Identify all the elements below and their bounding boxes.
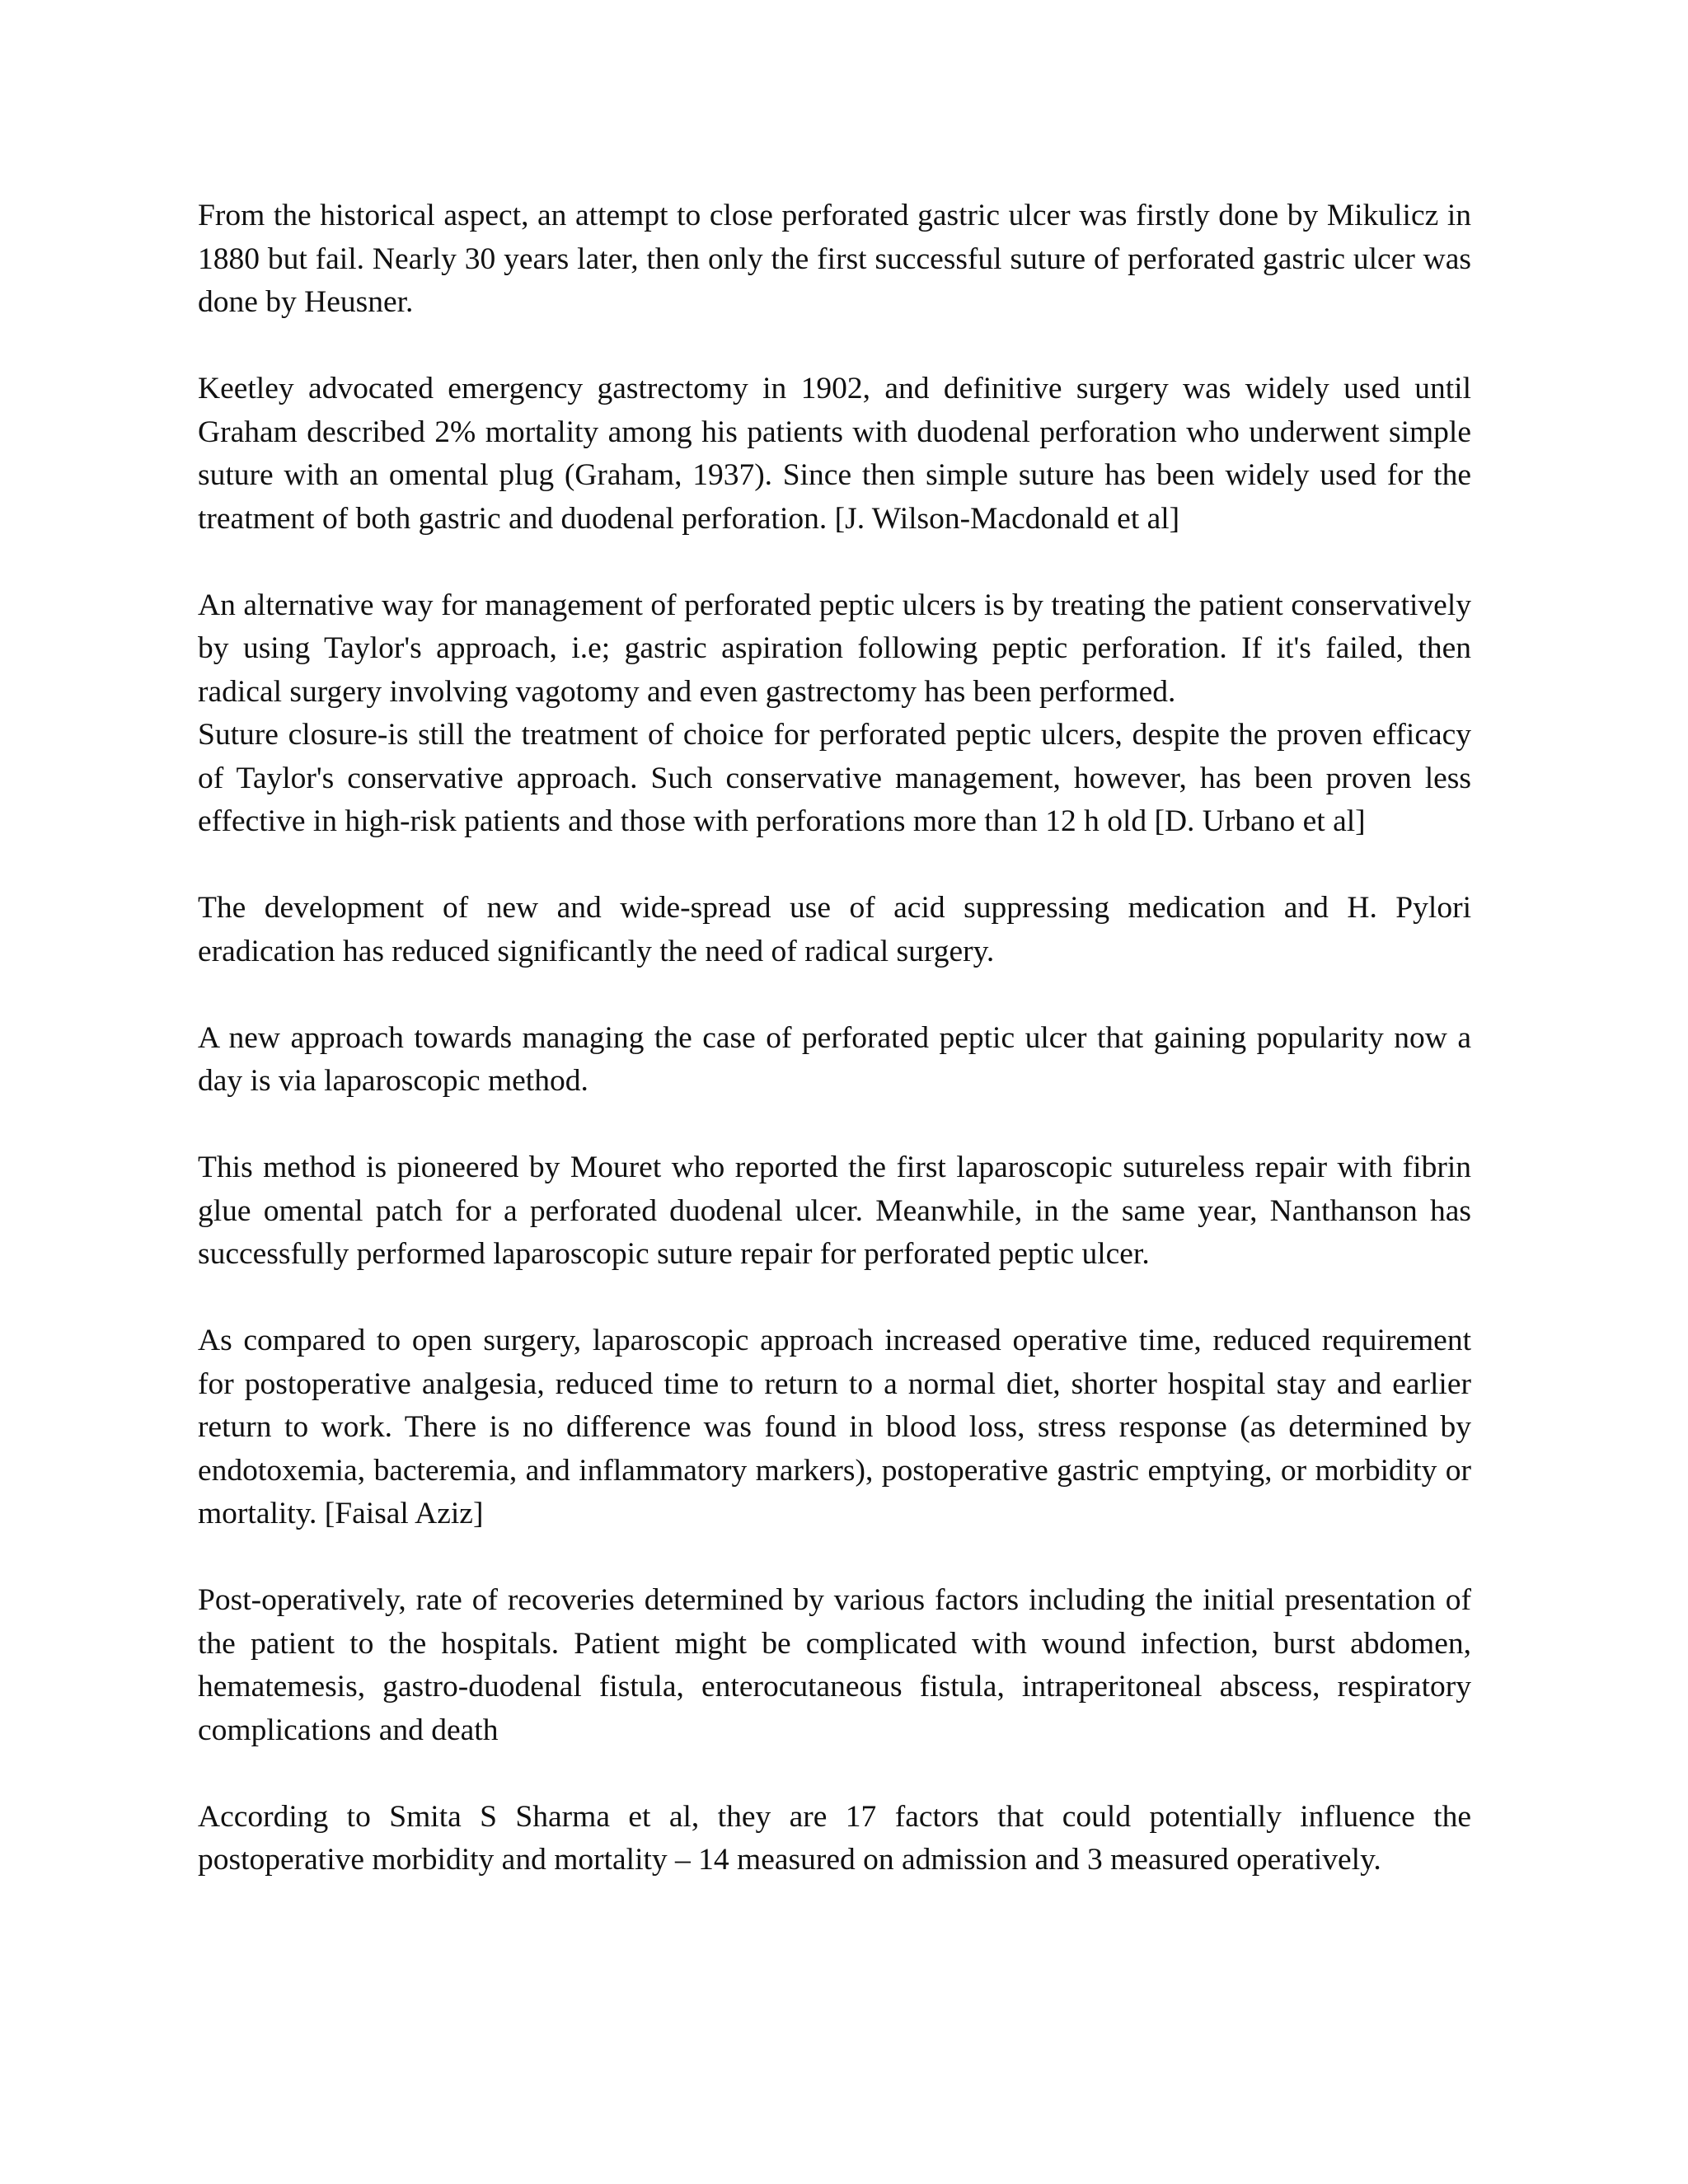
- paragraph-new-approach: A new approach towards managing the case of perforated peptic ulcer that gaining popularity now a day is via laparoscopic method.: [198, 1020, 1471, 1098]
- paragraph-sharma-factors: According to Smita S Sharma et al, they are 17 factors that could potentially influence the postoperative morbidity and mortality – 14 measured on admission and 3 measured operatively.: [198, 1799, 1471, 1877]
- paragraph-post-operative: Post-operatively, rate of recoveries determined by various factors including the initial presentation of the patient to the hospitals. Patient might be complicated with wound infection, burst abdomen, hematemesis, gastro-duodenal fistula, enterocutaneous fistula, intraperitoneal abscess, respiratory complications and death: [198, 1583, 1471, 1747]
- paragraph-mouret: This method is pioneered by Mouret who reported the first laparoscopic sutureless repair with fibrin glue omental patch for a perforated duodenal ulcer. Meanwhile, in the same year, Nanthanson has successfully performed laparoscopic suture repair for perforated peptic ulcer.: [198, 1151, 1471, 1271]
- document-body: [198, 194, 1471, 1882]
- paragraph-alternative: An alternative way for management of perforated peptic ulcers is by treating the patient conservatively by using Taylor's approach, i.e; gastric aspiration following peptic perforation. If it's failed, then radical surgery involving vagotomy and even gastrectomy has been performed.: [198, 588, 1471, 709]
- paragraph-keetley: Keetley advocated emergency gastrectomy in 1902, and definitive surgery was widely used until Graham described 2% mortality among his patients with duodenal perforation who underwent simple suture with an omental plug (Graham, 1937). Since then simple suture has been widely used for the treatment of both gastric and duodenal perforation. [J. Wilson-Macdonald et al]: [198, 372, 1471, 536]
- paragraph-acid-suppression: The development of new and wide-spread use of acid suppressing medication and H. Pylori eradication has reduced significantly the need of radical surgery.: [198, 891, 1471, 968]
- paragraph-open-vs-laparoscopic: As compared to open surgery, laparoscopic approach increased operative time, reduced requirement for postoperative analgesia, reduced time to return to a normal diet, shorter hospital stay and earlier return to work. There is no difference was found in blood loss, stress response (as determined by endotoxemia, bacteremia, and inflammatory markers), postoperative gastric emptying, or morbidity or mortality. [Faisal Aziz]: [198, 1324, 1471, 1530]
- paragraph-suture-closure: Suture closure-is still the treatment of choice for perforated peptic ulcers, despite the proven efficacy of Taylor's conservative approach. Such conservative management, however, has been proven less effective in high-risk patients and those with perforations more than 12 h old [D. Urbano et al]: [198, 718, 1471, 838]
- paragraph-history: From the historical aspect, an attempt to close perforated gastric ulcer was firstly done by Mikulicz in 1880 but fail. Nearly 30 years later, then only the first successful suture of perforated gastric ulcer was done by Heusner.: [198, 199, 1471, 319]
